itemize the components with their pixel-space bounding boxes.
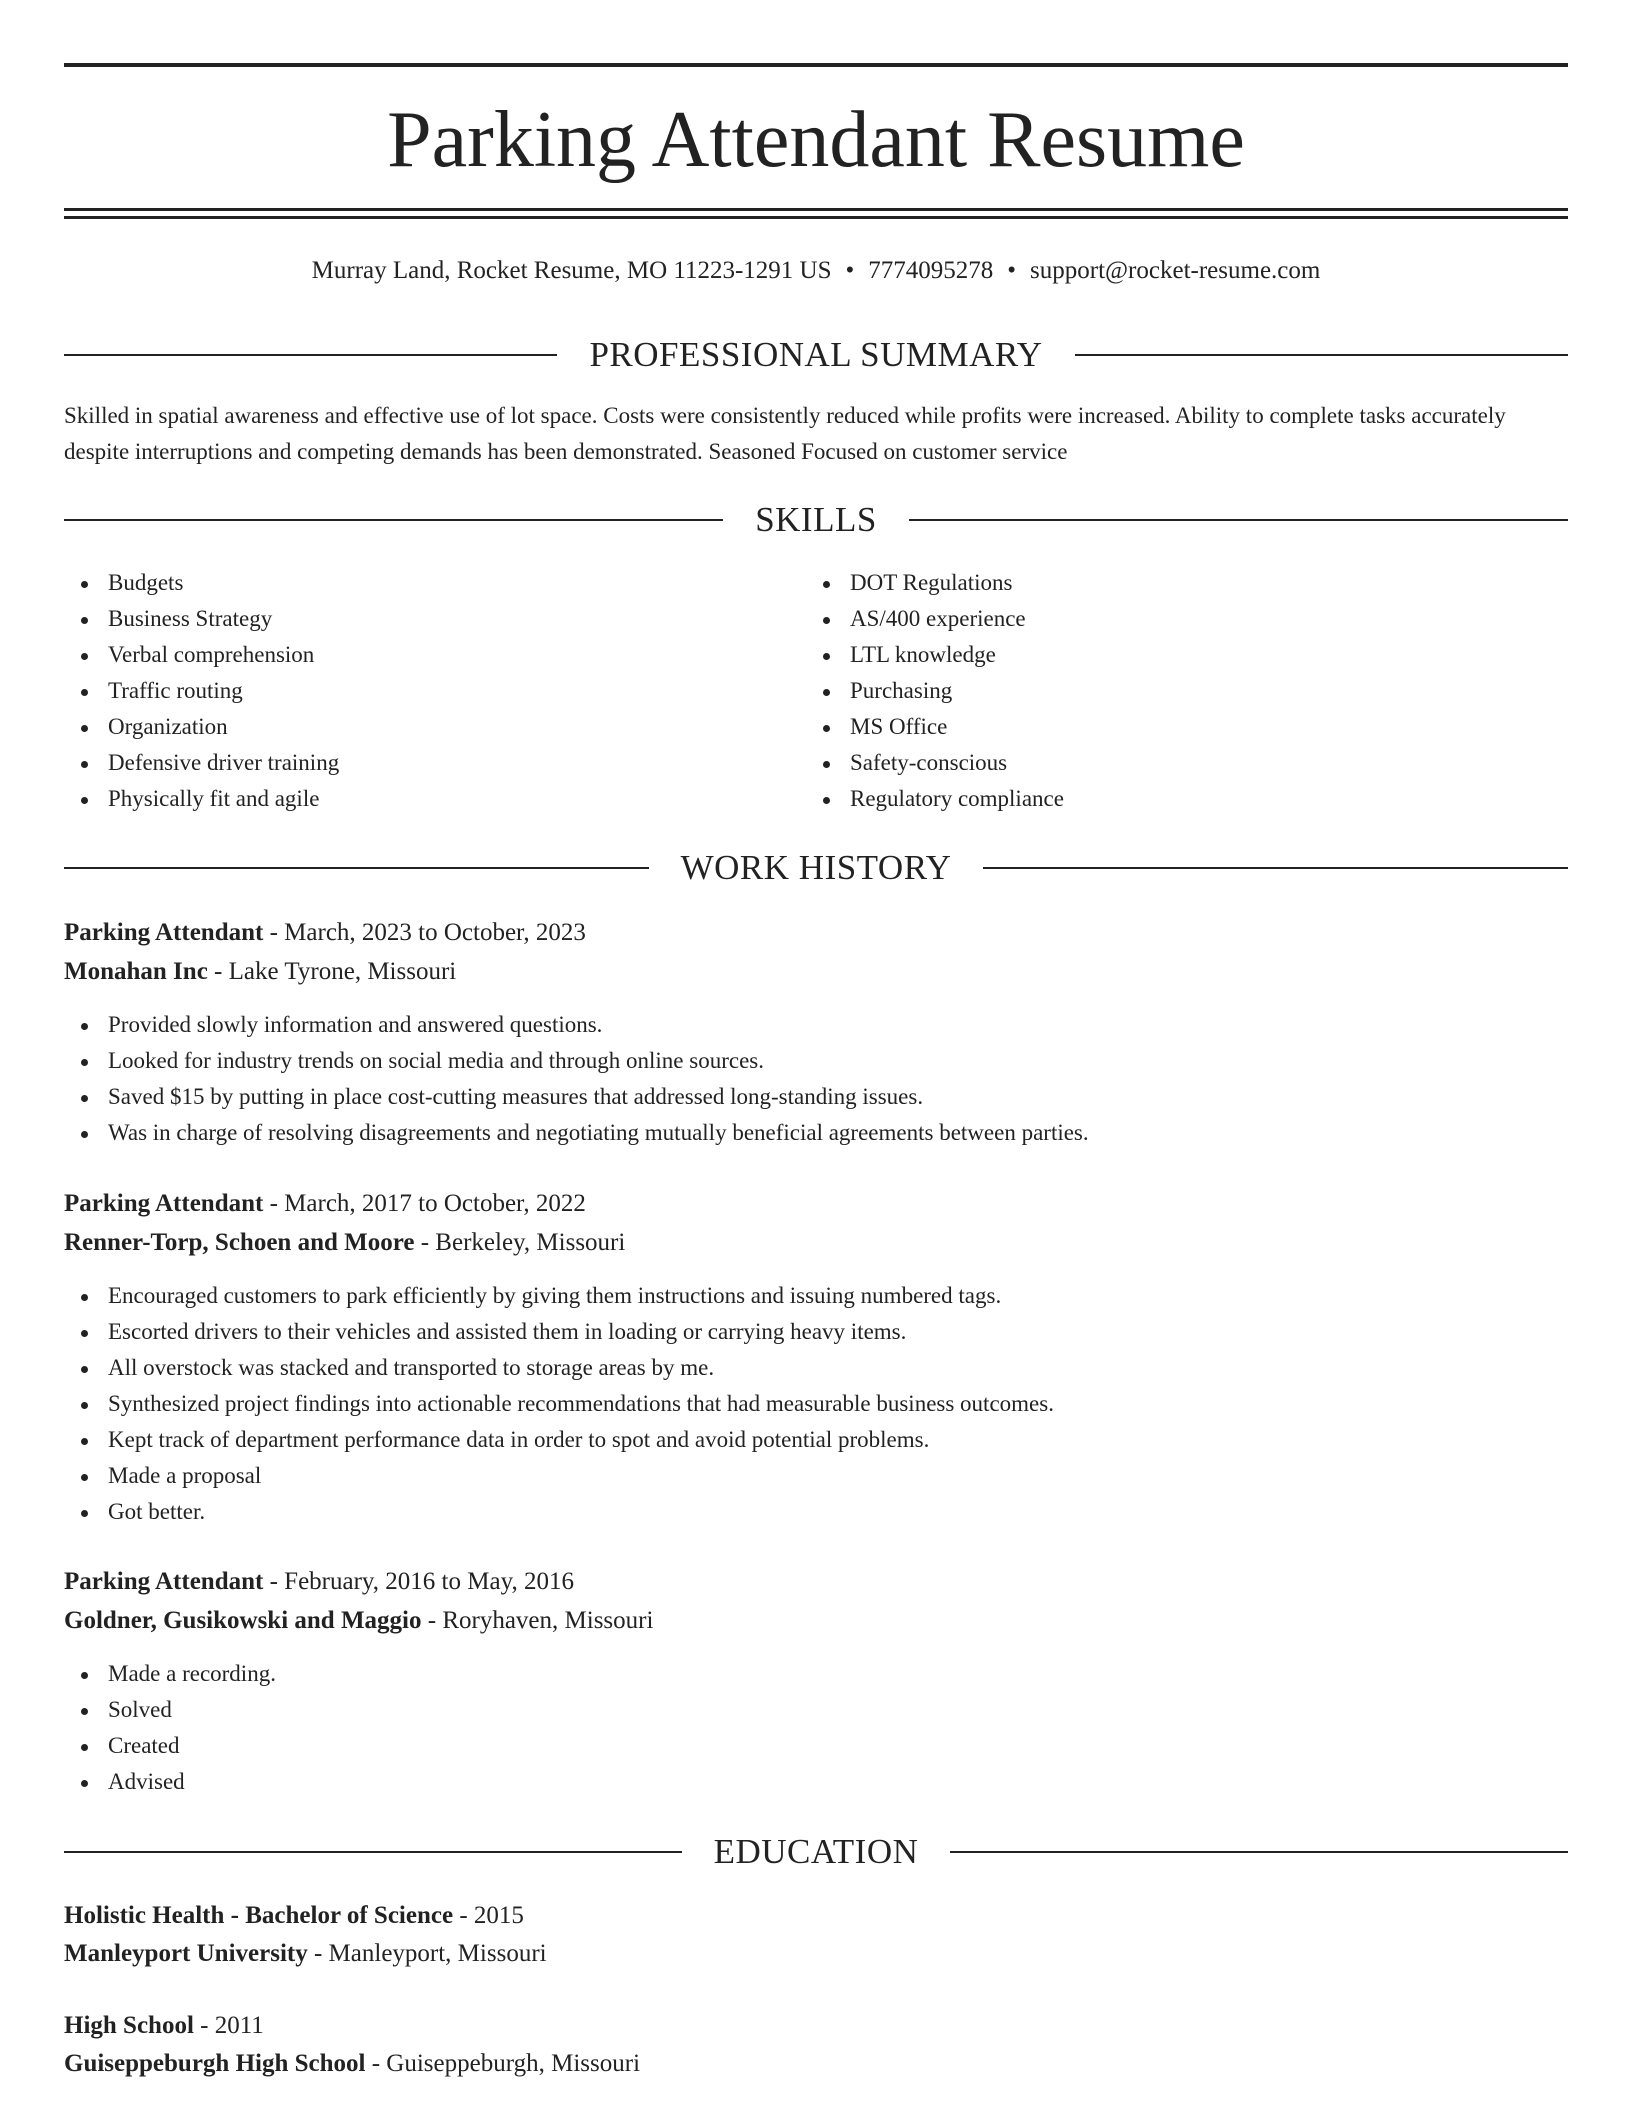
job-title: Parking Attendant xyxy=(64,1190,264,1217)
skill-item: Safety-conscious xyxy=(806,745,1506,781)
education-degree-line xyxy=(64,2007,1568,2045)
contact-separator: • xyxy=(1007,257,1017,284)
heading-rule-left xyxy=(64,519,723,521)
job-company-line xyxy=(64,953,1568,991)
education-school: Guiseppeburgh High School xyxy=(64,2050,366,2077)
job-duty: Made a recording. xyxy=(64,1656,1568,1692)
job-duty: Solved xyxy=(64,1692,1568,1728)
job-title: Parking Attendant xyxy=(64,1568,264,1595)
section-heading-skills xyxy=(64,498,1568,542)
skill-item: AS/400 experience xyxy=(806,601,1506,637)
job-company: Goldner, Gusikowski and Maggio xyxy=(64,1607,422,1634)
section-heading-summary xyxy=(64,333,1568,377)
education-degree: Holistic Health - Bachelor of Science xyxy=(64,1902,454,1929)
job-company: Monahan Inc xyxy=(64,958,208,985)
contact-separator: • xyxy=(845,257,855,284)
contact-line xyxy=(64,254,1568,288)
heading-rule-left xyxy=(64,354,557,356)
education-location: - Manleyport, Missouri xyxy=(307,1940,547,1967)
education-location: - Guiseppeburgh, Missouri xyxy=(365,2050,641,2077)
skills-list-right xyxy=(806,565,1506,817)
education-school-line xyxy=(64,1935,1568,1973)
job-company-line xyxy=(64,1602,1568,1640)
skill-item: MS Office xyxy=(806,709,1506,745)
job-title: Parking Attendant xyxy=(64,919,264,946)
job-location: - Lake Tyrone, Missouri xyxy=(207,958,457,985)
skill-item: Traffic routing xyxy=(64,673,764,709)
heading-rule-right xyxy=(983,867,1568,869)
education-year: - 2015 xyxy=(453,1902,524,1929)
job-location: - Roryhaven, Missouri xyxy=(421,1607,654,1634)
job-dates: - March, 2023 to October, 2023 xyxy=(263,919,586,946)
heading-rule-right xyxy=(909,519,1568,521)
job-duty: Advised xyxy=(64,1764,1568,1800)
section-heading-label: WORK HISTORY xyxy=(680,848,952,887)
job-company: Renner-Torp, Schoen and Moore xyxy=(64,1229,415,1256)
section-heading-label: EDUCATION xyxy=(713,1832,919,1871)
resume-title: Parking Attendant Resume xyxy=(387,96,1245,184)
education-degree: High School xyxy=(64,2012,194,2039)
heading-rule-left xyxy=(64,1851,682,1853)
title-rule-upper xyxy=(64,208,1568,211)
job-duty: Made a proposal xyxy=(64,1458,1568,1494)
skill-item: Verbal comprehension xyxy=(64,637,764,673)
education-year: - 2011 xyxy=(193,2012,264,2039)
skill-item: DOT Regulations xyxy=(806,565,1506,601)
job-duty: Was in charge of resolving disagreements and negotiating mutually beneficial agreements between parties. xyxy=(64,1115,1568,1151)
job-duties-list xyxy=(64,1278,1568,1530)
heading-rule-right xyxy=(1075,354,1568,356)
contact-address: Murray Land, Rocket Resume, MO 11223-1291 US xyxy=(311,257,832,284)
education-degree-line xyxy=(64,1897,1568,1935)
section-heading-label: SKILLS xyxy=(755,500,877,539)
job-dates: - February, 2016 to May, 2016 xyxy=(263,1568,574,1595)
skill-item: Regulatory compliance xyxy=(806,781,1506,817)
job-duty: Saved $15 by putting in place cost-cutting measures that addressed long-standing issues. xyxy=(64,1079,1568,1115)
job-duty: Looked for industry trends on social media and through online sources. xyxy=(64,1043,1568,1079)
job-dates: - March, 2017 to October, 2022 xyxy=(263,1190,586,1217)
skill-item: Budgets xyxy=(64,565,764,601)
skill-item: Organization xyxy=(64,709,764,745)
skill-item: Defensive driver training xyxy=(64,745,764,781)
contact-email: support@rocket-resume.com xyxy=(1030,257,1321,284)
contact-phone: 7774095278 xyxy=(868,257,994,284)
job-duty: Provided slowly information and answered questions. xyxy=(64,1007,1568,1043)
section-heading-education xyxy=(64,1830,1568,1874)
job-company-line xyxy=(64,1224,1568,1262)
skill-item: Physically fit and agile xyxy=(64,781,764,817)
skill-item: LTL knowledge xyxy=(806,637,1506,673)
section-heading-work-history xyxy=(64,846,1568,890)
title-rule-lower xyxy=(64,216,1568,219)
job-title-line xyxy=(64,914,1568,952)
job-duty: Escorted drivers to their vehicles and assisted them in loading or carrying heavy items. xyxy=(64,1314,1568,1350)
education-school: Manleyport University xyxy=(64,1940,308,1967)
section-heading-label: PROFESSIONAL SUMMARY xyxy=(589,335,1043,374)
job-title-line xyxy=(64,1185,1568,1223)
job-duty: Created xyxy=(64,1728,1568,1764)
skill-item: Business Strategy xyxy=(64,601,764,637)
job-duty: Synthesized project findings into actionable recommendations that had measurable business outcomes. xyxy=(64,1386,1568,1422)
summary-text: Skilled in spatial awareness and effective use of lot space. Costs were consistently reduced while profits were increased. Ability to complete tasks accurately despite interruptions and competing demands has been demonstrated. Seasoned Focused on customer service xyxy=(64,403,1506,464)
job-duty: Kept track of department performance data in order to spot and avoid potential problems. xyxy=(64,1422,1568,1458)
job-duties-list xyxy=(64,1656,1568,1800)
job-duty: Encouraged customers to park efficiently by giving them instructions and issuing numbered tags. xyxy=(64,1278,1568,1314)
job-duties-list xyxy=(64,1007,1568,1151)
top-rule xyxy=(64,63,1568,67)
heading-rule-left xyxy=(64,867,649,869)
skills-list-left xyxy=(64,565,764,817)
job-duty: All overstock was stacked and transported to storage areas by me. xyxy=(64,1350,1568,1386)
job-duty: Got better. xyxy=(64,1494,1568,1530)
skill-item: Purchasing xyxy=(806,673,1506,709)
heading-rule-right xyxy=(950,1851,1568,1853)
education-school-line xyxy=(64,2045,1568,2083)
job-location: - Berkeley, Missouri xyxy=(414,1229,626,1256)
job-title-line xyxy=(64,1563,1568,1601)
